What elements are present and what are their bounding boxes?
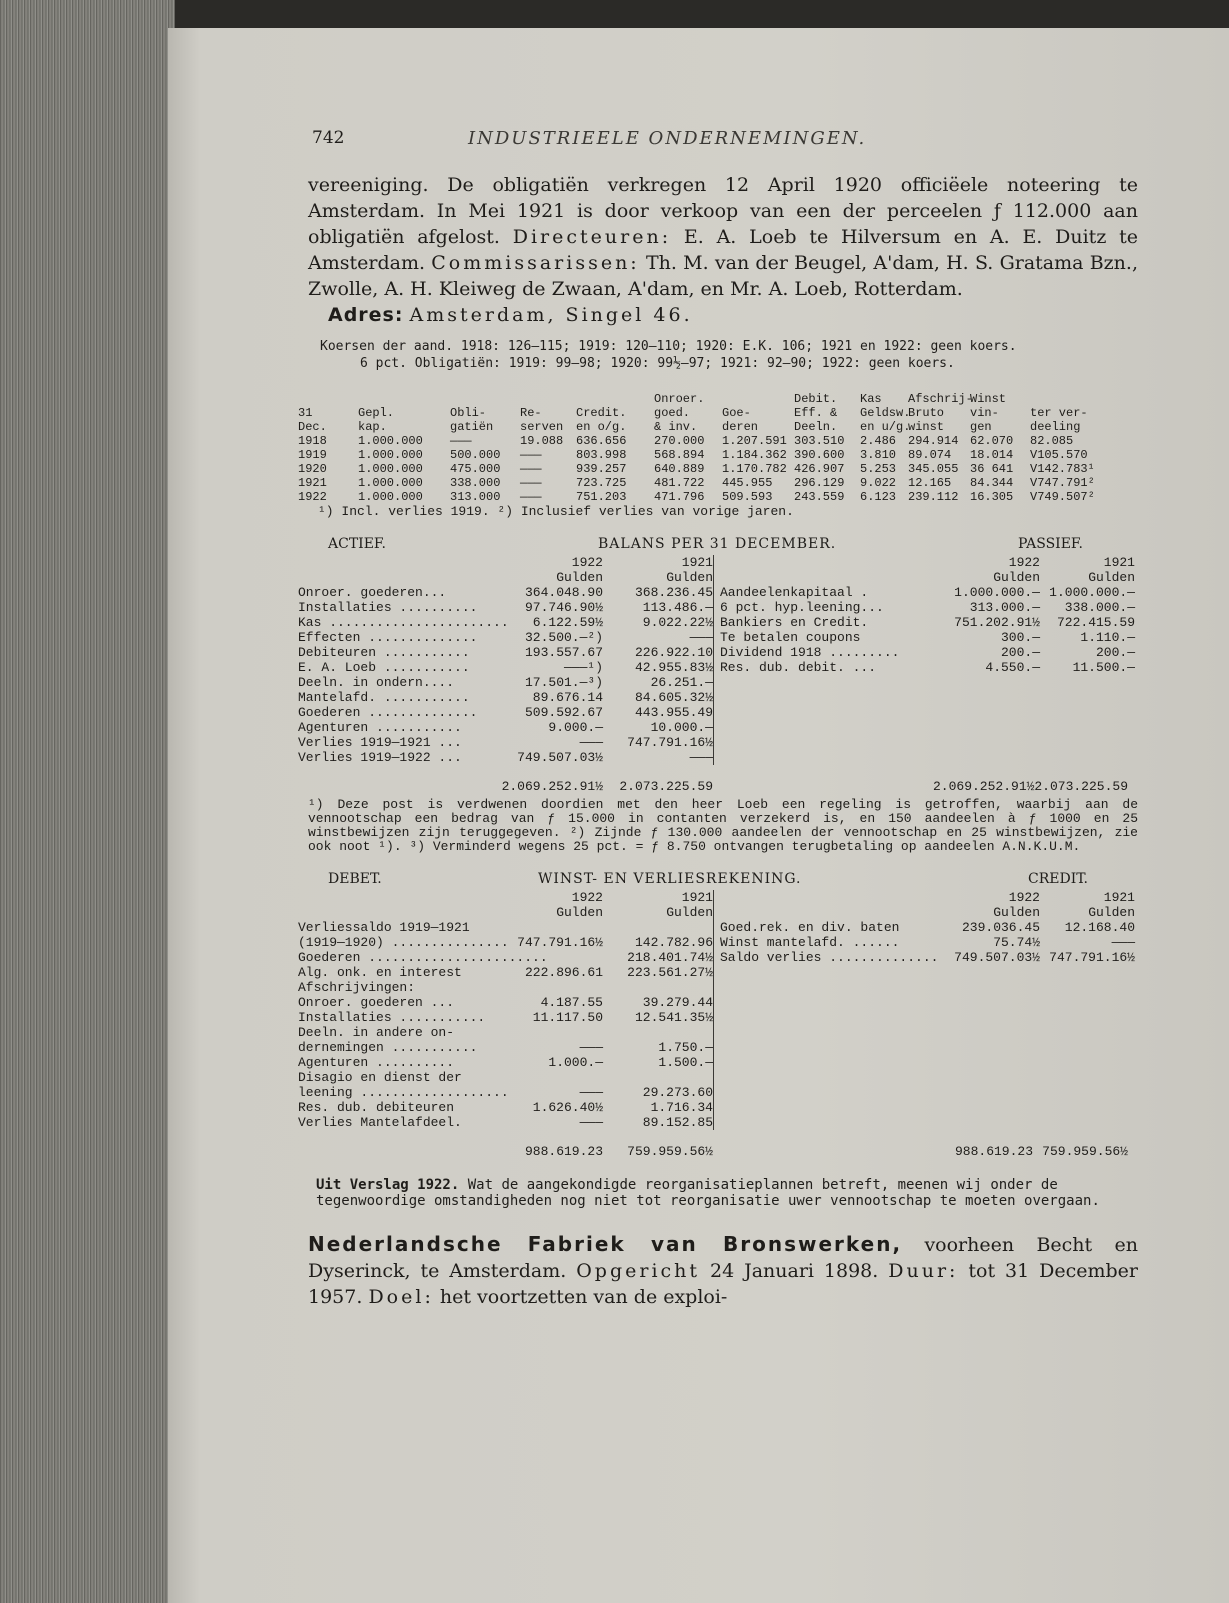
table-cell: 16.305 (970, 490, 1014, 504)
table-cell: 1.000.000 (358, 476, 423, 490)
amount-1922: 747.791.16½ (517, 935, 603, 950)
account-label: Goederen ....................... (298, 950, 548, 965)
amount-1921: 1.000.000.— (1049, 585, 1135, 600)
table-cell: 1.207.591 (722, 434, 787, 448)
amount-1922: 1.000.— (548, 1055, 603, 1070)
account-label: Kas ....................... (298, 615, 509, 630)
table-cell: 294.914 (908, 434, 959, 448)
account-row (298, 690, 713, 705)
table-cell: 1919 (298, 448, 327, 462)
account-label: E. A. Loeb ........... (298, 660, 470, 675)
table-cell: 939.257 (576, 462, 627, 476)
amount-1921: 218.401.74½ (627, 950, 713, 965)
amount-1922: 193.557.67 (524, 645, 603, 660)
amount-1922: 11.117.50 (532, 1010, 603, 1025)
table-cell: ——— (520, 490, 542, 504)
passief-column: 1922 1921 Gulden Gulden Aandeelenkapitaal . 1.000.000.— 1.000.000.— 6 pct. hyp.leening... 313.000.— 338.000.— Bankiers en Credit. 751.202.91½ 722.415.59 Te betalen coupons 300.— 1.110.— Dividend 1918 ......... 200.— 200.— Res. dub. debit. ... 4.550.— 11.500.— (713, 555, 1138, 765)
account-label: Onroer. goederen... (298, 585, 447, 600)
account-row (298, 675, 713, 690)
account-row (720, 660, 1138, 675)
table-cell: 270.000 (654, 434, 705, 448)
table-cell: V142.783¹ (1030, 462, 1095, 476)
table-cell: 84.344 (970, 476, 1014, 490)
amount-1921: ——— (1111, 935, 1135, 950)
account-label: Bankiers en Credit. (720, 615, 869, 630)
table-cell: 36 641 (970, 462, 1014, 476)
account-row (298, 1100, 713, 1115)
account-label: Aandeelenkapitaal . (720, 585, 869, 600)
account-label: Goederen .............. (298, 705, 478, 720)
amount-1921 (603, 1070, 713, 1085)
account-row (298, 1010, 713, 1025)
table-row (298, 448, 1138, 462)
account-label: Disagio en dienst der (298, 1070, 462, 1085)
account-row (720, 615, 1138, 630)
account-row (298, 645, 713, 660)
balance-heading (298, 537, 1138, 555)
amount-1922 (488, 1070, 603, 1085)
table-cell: 640.889 (654, 462, 705, 476)
profit-loss-heading (298, 872, 1138, 890)
amount-1921: 443.955.49 (634, 705, 713, 720)
table-cell: 723.725 (576, 476, 627, 490)
table-cell: 1.170.782 (722, 462, 787, 476)
amount-1921 (603, 980, 713, 995)
account-row (298, 920, 713, 935)
account-row (720, 920, 1138, 935)
commissarissen: Th. M. van der Beugel, A'dam, H. S. Gratama Bzn., Zwolle, A. H. Kleiweg de Zwaan, A'dam, en Mr. A. Loeb, Rotterdam. (308, 252, 1138, 300)
account-row (298, 980, 713, 995)
account-row (298, 705, 713, 720)
account-label: Dividend 1918 ......... (720, 645, 900, 660)
table-cell: 636.656 (576, 434, 627, 448)
account-label: 6 pct. hyp.leening... (720, 600, 884, 615)
amount-1922 (488, 1025, 603, 1040)
duur-label: Duur: (888, 1260, 959, 1282)
account-label: Agenturen .......... (298, 1055, 455, 1070)
account-row (298, 1070, 713, 1085)
amount-1921: 1.716.34 (650, 1100, 713, 1115)
table-cell: 303.510 (794, 434, 845, 448)
amount-1922: ——— (579, 1115, 603, 1130)
amount-1921: 722.415.59 (1056, 615, 1135, 630)
table-cell: 1.000.000 (358, 462, 423, 476)
account-label: Mantelafd. ........... (298, 690, 470, 705)
account-row (298, 1025, 713, 1040)
amount-1922: 751.202.91½ (954, 615, 1040, 630)
table-cell: 1.184.362 (722, 448, 787, 462)
amount-1922: 222.896.61 (524, 965, 603, 980)
table-header-row-2: 31 Gepl. Obli- Re- Credit. goed. Goe- Eff. & Geldsw. Bruto vin- ter ver- (298, 406, 1088, 420)
amount-1921: ——— (689, 630, 713, 645)
amount-1922: 239.036.45 (961, 920, 1040, 935)
table-cell: 239.112 (908, 490, 959, 504)
intro-text: vereeniging. De obligatiën verkregen 12 April 1920 officiëele noteering te Amsterdam. In Mei 1921 is door verkoop van een der perceelen ƒ 112.000 aan obligatiën afgelost. (308, 174, 1138, 248)
table-cell: 445.955 (722, 476, 773, 490)
account-label: Afschrijvingen: (298, 980, 416, 995)
account-label: Installaties .......... (298, 600, 478, 615)
profit-loss-title: WINST- EN VERLIESREKENING. (538, 871, 802, 887)
account-row (720, 630, 1138, 645)
amount-1922: 749.507.03½ (517, 750, 603, 765)
table-row (298, 476, 1138, 490)
directeuren-label: Directeuren: (512, 226, 672, 248)
passief-title: PASSIEF. (1018, 536, 1083, 552)
amount-1921: 9.022.22½ (642, 615, 713, 630)
table-cell: 471.796 (654, 490, 705, 504)
table-cell: 500.000 (450, 448, 501, 462)
table-cell: 6.123 (860, 490, 897, 504)
table-cell: ——— (520, 476, 542, 490)
doel-label: Doel: (368, 1286, 434, 1308)
table-cell: V747.791² (1030, 476, 1095, 490)
amount-1922 (488, 980, 603, 995)
amount-1922: 300.— (1000, 630, 1040, 645)
amount-1921: 89.152.85 (642, 1115, 713, 1130)
table-cell: 426.907 (794, 462, 845, 476)
debet-column: 1922 1921 Gulden Gulden Verliessaldo 1919—1921 (1919—1920) ............... 747.791.16½ 142.782.96 Goederen ....................... 218.401.74½ Alg. onk. en interest 222.896.61 223.561.27½ Afschrijvingen: Onroer. goederen ... 4.187.55 39.279.44 Installaties ........... 11.117.50 12.541.35½ Deeln. in andere on- dernemingen ........... ——— 1.750.— Agenturen .......... 1.000.— 1.500.— Disagio en dienst der leening ................... ——— 29.273.60 Res. dub. debiteuren 1.626.40½ 1.716.34 Verlies Mantelafdeel. ——— 89.152.85 (298, 890, 713, 1130)
table-row (298, 434, 1138, 448)
amount-1922: 89.676.14 (532, 690, 603, 705)
amount-1921: 200.— (1095, 645, 1135, 660)
amount-1921: 84.605.32½ (634, 690, 713, 705)
table-cell: 338.000 (450, 476, 501, 490)
amount-1921: 226.922.10 (634, 645, 713, 660)
amount-1921: 11.500.— (1072, 660, 1135, 675)
account-label: Debiteuren ........... (298, 645, 470, 660)
account-label: Deeln. in ondern.... (298, 675, 455, 690)
table-header-row-3: Dec. kap. gatiën serven en o/g. & inv. deren Deeln. en u/g. winst gen deeling (298, 420, 1081, 434)
verslag-label: Uit Verslag 1922. (316, 1177, 460, 1193)
amount-1921: 1.500.— (658, 1055, 713, 1070)
duur: tot 31 December 1957. (308, 1260, 1138, 1308)
amount-1922: ———¹) (563, 660, 603, 675)
account-label: Verlies 1919—1921 ... (298, 735, 462, 750)
table-cell: V749.507² (1030, 490, 1095, 504)
amount-1921: 12.541.35½ (634, 1010, 713, 1025)
koersen-obligaties: 6 pct. Obligatiën: 1919: 99—98; 1920: 99½—97; 1921: 92—90; 1922: geen koers. (360, 356, 955, 371)
account-label: Winst mantelafd. ...... (720, 935, 900, 950)
company-name: Nederlandsche Fabriek van Bronswerken, (308, 1232, 903, 1256)
table-cell: 1920 (298, 462, 327, 476)
amount-1922: 1.626.40½ (532, 1100, 603, 1115)
amount-1921: 12.168.40 (1064, 920, 1135, 935)
credit-column: 1922 1921 Gulden Gulden Goed.rek. en div. baten 239.036.45 12.168.40 Winst mantelafd. ...... 75.74½ ——— Saldo verlies .............. 749.507.03½ 747.791.16½ (713, 890, 1138, 1130)
table-cell: 1918 (298, 434, 327, 448)
amount-1922: 364.048.90 (524, 585, 603, 600)
account-label: Installaties ........... (298, 1010, 486, 1025)
table-cell: ——— (450, 434, 472, 448)
adres-label: Adres: (328, 304, 404, 326)
table-body (298, 434, 1138, 504)
account-label: Alg. onk. en interest (298, 965, 462, 980)
adres: Amsterdam, Singel 46. (409, 304, 693, 326)
account-label: Verliessaldo 1919—1921 (298, 920, 470, 935)
table-cell: ——— (520, 462, 542, 476)
running-head (298, 128, 1138, 164)
commissarissen-label: Commissarissen: (431, 252, 640, 274)
table-cell: 1.000.000 (358, 434, 423, 448)
amount-1921: ——— (689, 750, 713, 765)
running-title: INDUSTRIEELE ONDERNEMINGEN. (468, 128, 867, 149)
account-row (298, 630, 713, 645)
account-row (298, 720, 713, 735)
document-page (168, 28, 1229, 1603)
actief-title: ACTIEF. (328, 536, 386, 552)
page-number: 742 (312, 128, 345, 148)
amount-1922: 509.592.67 (524, 705, 603, 720)
table-cell: 313.000 (450, 490, 501, 504)
balance-sheet (298, 537, 1138, 854)
amount-1922: 9.000.— (548, 720, 603, 735)
amount-1922: ——— (579, 1040, 603, 1055)
table-cell: 345.055 (908, 462, 959, 476)
koersen (320, 338, 1138, 372)
account-label: dernemingen ........... (298, 1040, 478, 1055)
amount-1922: ——— (579, 1085, 603, 1100)
amount-1921: 42.955.83½ (634, 660, 713, 675)
table-row (298, 462, 1138, 476)
company-text: voorheen Becht en Dyserinck, te Amsterdam. (308, 1234, 1139, 1282)
yearly-results-table (298, 392, 1138, 519)
page-content (298, 128, 1138, 1310)
table-cell: 1921 (298, 476, 327, 490)
account-label: Agenturen ........... (298, 720, 462, 735)
amount-1921: 39.279.44 (642, 995, 713, 1010)
opgericht: 24 Januari 1898. (709, 1260, 879, 1282)
opgericht-label: Opgericht (576, 1260, 701, 1282)
amount-1922: ——— (579, 735, 603, 750)
amount-1922: 17.501.—³) (524, 675, 603, 690)
account-label: Saldo verlies .............. (720, 950, 939, 965)
table-cell: 19.088 (520, 434, 564, 448)
amount-1921 (603, 1025, 713, 1040)
account-row (720, 645, 1138, 660)
account-row (298, 750, 713, 765)
table-cell: 751.203 (576, 490, 627, 504)
account-row (298, 600, 713, 615)
book-page-edges (0, 0, 175, 1603)
table-cell: 1.000.000 (358, 448, 423, 462)
amount-1921: 747.791.16½ (1049, 950, 1135, 965)
table-cell: 1.000.000 (358, 490, 423, 504)
table-cell: ——— (520, 448, 542, 462)
table-cell: V105.570 (1030, 448, 1088, 462)
amount-1922: 200.— (1000, 645, 1040, 660)
table-cell: 475.000 (450, 462, 501, 476)
amount-1922: 32.500.—²) (524, 630, 603, 645)
amount-1922: 97.746.90½ (524, 600, 603, 615)
actief-column: 1922 1921 Gulden Gulden Onroer. goederen... 364.048.90 368.236.45 Installaties .......... 97.746.90½ 113.486.— Kas ....................... 6.122.59½ 9.022.22½ Effecten .............. 32.500.—²) ——— Debiteuren ........... 193.557.67 226.922.10 E. A. Loeb ........... ———¹) 42.955.83½ Deeln. in ondern.... 17.501.—³) 26.251.— Mantelafd. ........... 89.676.14 84.605.32½ Goederen .............. 509.592.67 443.955.49 Agenturen ........... 9.000.— 10.000.— Verlies 1919—1921 ... ——— 747.791.16½ Verlies 1919—1922 ... 749.507.03½ ——— (298, 555, 713, 765)
account-row (298, 585, 713, 600)
annual-report-excerpt (316, 1177, 1138, 1209)
amount-1921: 10.000.— (650, 720, 713, 735)
account-row (298, 735, 713, 750)
amount-1922: 4.187.55 (540, 995, 603, 1010)
amount-1921: 223.561.27½ (627, 965, 713, 980)
doel: het voortzetten van de exploi- (439, 1286, 728, 1308)
account-row (298, 660, 713, 675)
balance-title: BALANS PER 31 DECEMBER. (598, 536, 837, 552)
amount-1922: 6.122.59½ (532, 615, 603, 630)
amount-1921: 1.110.— (1080, 630, 1135, 645)
table-cell: 481.722 (654, 476, 705, 490)
account-row (298, 950, 713, 965)
amount-1921: 747.791.16½ (627, 735, 713, 750)
credit-title: CREDIT. (1028, 871, 1088, 887)
account-row (298, 615, 713, 630)
account-row (720, 585, 1138, 600)
account-row (298, 995, 713, 1010)
account-label: Verlies Mantelafdeel. (298, 1115, 462, 1130)
amount-1922: 749.507.03½ (954, 950, 1040, 965)
amount-1921: 338.000.— (1064, 600, 1135, 615)
account-label: Goed.rek. en div. baten (720, 920, 900, 935)
account-row (298, 935, 713, 950)
amount-1922: 75.74½ (993, 935, 1040, 950)
company-intro (308, 172, 1138, 328)
table-cell: 82.085 (1030, 434, 1074, 448)
account-label: Res. dub. debit. ... (720, 660, 877, 675)
table-cell: 296.129 (794, 476, 845, 490)
account-row (720, 950, 1138, 965)
account-label: Verlies 1919—1922 ... (298, 750, 462, 765)
debet-title: DEBET. (328, 871, 382, 887)
table-cell: 390.600 (794, 448, 845, 462)
table-footnote: ¹) Incl. verlies 1919. ²) Inclusief verlies van vorige jaren. (318, 504, 794, 519)
account-row (298, 1055, 713, 1070)
table-cell: 89.074 (908, 448, 952, 462)
account-row (298, 1040, 713, 1055)
table-cell: 2.486 (860, 434, 897, 448)
profit-loss-totals: 988.619.23 759.959.56½ 988.619.23 759.959.56½ (524, 1144, 1128, 1159)
verslag-text: Wat de aangekondigde reorganisatieplannen betreft, meenen wij onder de tegenwoordige omstandigheden nog niet tot reorganisatie uwer vennootschap te moeten overgaan. (316, 1177, 1100, 1209)
account-row (298, 1085, 713, 1100)
account-label: Onroer. goederen ... (298, 995, 455, 1010)
amount-1921 (603, 920, 713, 935)
amount-1921: 29.273.60 (642, 1085, 713, 1100)
profit-loss-account (298, 872, 1138, 1159)
account-label: leening ................... (298, 1085, 509, 1100)
account-label: Res. dub. debiteuren (298, 1100, 455, 1115)
amount-1922 (488, 920, 603, 935)
account-label: Te betalen coupons (720, 630, 861, 645)
table-cell: 18.014 (970, 448, 1014, 462)
directeuren: E. A. Loeb te Hilversum en A. E. Duitz te Amsterdam. (308, 226, 1138, 274)
balance-notes: ¹) Deze post is verdwenen doordien met den heer Loeb een regeling is getroffen, waarbij aan de vennootschap een bedrag van ƒ 15.000 in contanten verzekerd is, en 150 aandeelen à ƒ 1000 en 25 winstbewijzen zijn teruggegeven. ²) Zijnde ƒ 130.000 aandeelen der vennootschap en 25 winstbewijzen, zie ook noot ¹). ³) Verminderd wegens 25 pct. = ƒ 8.750 ontvangen terugbetaling op aandeelen A.N.K.U.M. (308, 797, 1138, 854)
account-row (720, 600, 1138, 615)
account-row (298, 965, 713, 980)
table-cell: 243.559 (794, 490, 845, 504)
table-header-row-1: Onroer. Debit. Kas Afschrij- Winst (654, 392, 1007, 406)
table-cell: 12.165 (908, 476, 952, 490)
account-label: Effecten .............. (298, 630, 478, 645)
account-label: (1919—1920) ............... (298, 935, 509, 950)
account-row (720, 935, 1138, 950)
amount-1922: 313.000.— (969, 600, 1040, 615)
amount-1921: 26.251.— (650, 675, 713, 690)
table-cell: 3.810 (860, 448, 897, 462)
next-company-entry (308, 1231, 1138, 1310)
amount-1921: 113.486.— (642, 600, 713, 615)
table-cell: 5.253 (860, 462, 897, 476)
table-cell: 803.998 (576, 448, 627, 462)
amount-1921: 142.782.96 (634, 935, 713, 950)
amount-1922: 1.000.000.— (954, 585, 1040, 600)
table-cell: 509.593 (722, 490, 773, 504)
balance-totals: 2.069.252.91½ 2.073.225.59 2.069.252.91½ 2.073.225.59 (501, 779, 1128, 794)
amount-1921: 1.750.— (658, 1040, 713, 1055)
account-row (298, 1115, 713, 1130)
koersen-aandeelen: Koersen der aand. 1918: 126—115; 1919: 120—110; 1920: E.K. 106; 1921 en 1922: geen koers. (320, 339, 1017, 354)
table-cell: 568.894 (654, 448, 705, 462)
amount-1921: 368.236.45 (634, 585, 713, 600)
amount-1922 (488, 950, 603, 965)
table-cell: 9.022 (860, 476, 897, 490)
table-cell: 1922 (298, 490, 327, 504)
amount-1922: 4.550.— (985, 660, 1040, 675)
account-label: Deeln. in andere on- (298, 1025, 455, 1040)
table-row (298, 490, 1138, 504)
table-cell: 62.070 (970, 434, 1014, 448)
